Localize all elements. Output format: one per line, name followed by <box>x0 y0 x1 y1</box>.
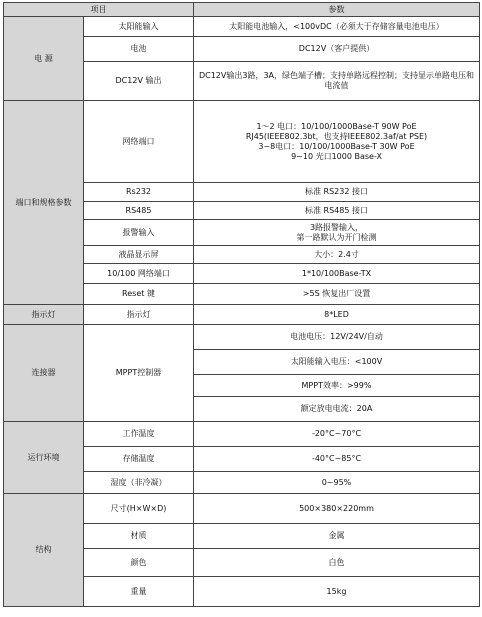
item-value: 额定放电电流：20A <box>194 397 480 422</box>
item-value: 1～2 电口：10/100/1000Base-T 90W PoE RJ45(IEEE802.3bt，也支持IEEE802.3af/at PSE) 3~8电口：10/100/1000Base-T 30W PoE 9~10 光口1000 Base-X <box>194 101 480 183</box>
category-connector: 连接器 <box>4 325 84 422</box>
category-power: 电 源 <box>4 17 84 101</box>
item-value: 标准 RS232 接口 <box>194 183 480 202</box>
item-label: 网络端口 <box>84 101 194 183</box>
item-value: 金属 <box>194 524 480 549</box>
item-label: 电池 <box>84 37 194 62</box>
item-value: 大小：2.4寸 <box>194 246 480 264</box>
spec-table <box>3 2 480 607</box>
item-label: 液晶显示屏 <box>84 246 194 264</box>
item-label: 材质 <box>84 524 194 549</box>
item-value: 标准 RS485 接口 <box>194 202 480 220</box>
item-label: DC12V 输出 <box>84 62 194 101</box>
table-row <box>4 494 480 524</box>
item-label: 重量 <box>84 577 194 607</box>
item-label: Reset 键 <box>84 284 194 305</box>
item-label: RS485 <box>84 202 194 220</box>
item-value: 电池电压：12V/24V/自动 <box>194 325 480 350</box>
category-ports: 端口和规格参数 <box>4 101 84 305</box>
table-row <box>4 422 480 447</box>
item-value: 太阳能电池输入，<100vDC（必须大于存储容量电池电压） <box>194 17 480 37</box>
item-value: 8*LED <box>194 305 480 325</box>
table-row <box>4 325 480 350</box>
item-value: 白色 <box>194 549 480 577</box>
category-indicator: 指示灯 <box>4 305 84 325</box>
item-label: 太阳能输入 <box>84 17 194 37</box>
item-label: 湿度（非冷凝） <box>84 472 194 494</box>
item-label: 指示灯 <box>84 305 194 325</box>
item-value: -20°C~70°C <box>194 422 480 447</box>
item-value: 500×380×220mm <box>194 494 480 524</box>
category-environment: 运行环境 <box>4 422 84 494</box>
item-value: MPPT效率：>99% <box>194 375 480 397</box>
item-label: Rs232 <box>84 183 194 202</box>
item-label: 报警输入 <box>84 220 194 246</box>
item-label: 工作温度 <box>84 422 194 447</box>
table-row <box>4 17 480 37</box>
header-params: 参数 <box>194 3 480 17</box>
item-value: 3路报警输入， 第一路默认为开门检测 <box>194 220 480 246</box>
item-value: DC12V输出3路，3A，绿色端子槽；支持单路远程控制；支持显示单路电压和电流值 <box>194 62 480 101</box>
item-value: -40°C~85°C <box>194 447 480 472</box>
item-label: 存储温度 <box>84 447 194 472</box>
item-label: 10/100 网络端口 <box>84 264 194 284</box>
table-row <box>4 305 480 325</box>
item-value: 1*10/100Base-TX <box>194 264 480 284</box>
header-row <box>4 3 480 17</box>
header-item: 项目 <box>4 3 194 17</box>
category-structure: 结构 <box>4 494 84 607</box>
item-label: MPPT控制器 <box>84 325 194 422</box>
item-value: 15kg <box>194 577 480 607</box>
item-label: 尺寸(H×W×D) <box>84 494 194 524</box>
item-value: 0~95% <box>194 472 480 494</box>
item-value: 太阳能输入电压：<100V <box>194 350 480 375</box>
item-value: DC12V（客户提供） <box>194 37 480 62</box>
table-row <box>4 101 480 183</box>
item-label: 颜色 <box>84 549 194 577</box>
item-value: >5S 恢复出厂设置 <box>194 284 480 305</box>
